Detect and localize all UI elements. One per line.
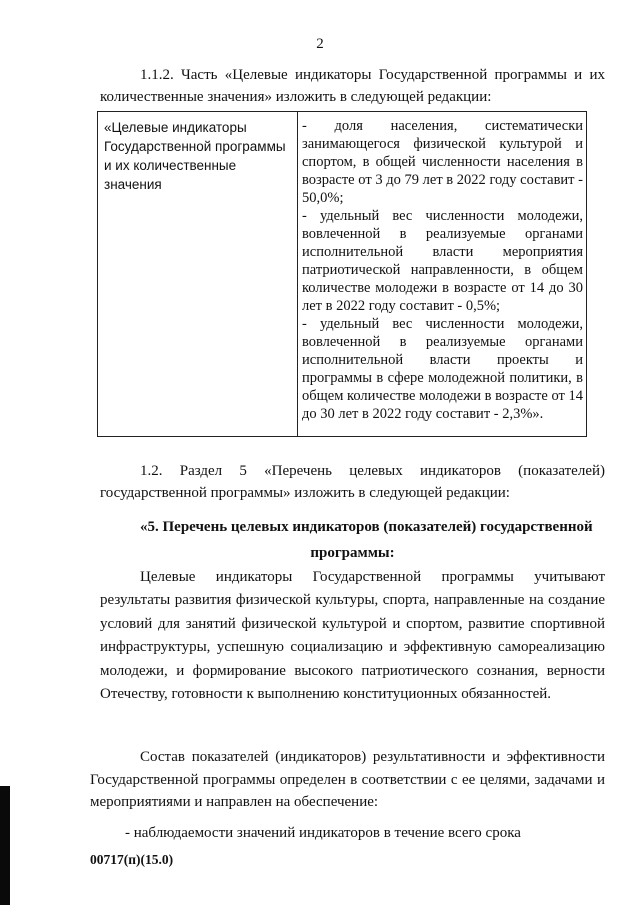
section-heading-line-2: программы: xyxy=(310,545,395,561)
document-code: 00717(п)(15.0) xyxy=(90,852,174,867)
indicator-item: - удельный вес численности молодежи, вовлеченной в реализуемые органами исполнительной власти проекты и программы в сфере молодежной политики, в общем количестве молодежи в возрасте от 14 до 30 лет в 2022 году составит - 2,3%». xyxy=(302,316,583,422)
scan-edge-bar xyxy=(0,786,10,905)
paragraph-targets: Целевые индикаторы Государственной программы учитывают результаты развития физической культуры, спорта, направленные на создание условий для занятий физической культурой и спортом, развитие спортивной инфраструктуры, успешную социализацию и эффективную самореализацию молодежи, и формирование высокого патриотического сознания, верности Отечеству, готовности к выполнению конституционных обязанностей. xyxy=(100,569,605,703)
paragraph-1-2: 1.2. Раздел 5 «Перечень целевых индикаторов (показателей) государственной программы» изложить в следующей редакции: xyxy=(100,463,605,501)
table-right-cell xyxy=(298,112,586,436)
paragraph-bullet: - наблюдаемости значений индикаторов в течение всего срока xyxy=(125,825,521,841)
page-number: 2 xyxy=(316,36,324,52)
paragraph-1-1-2: 1.1.2. Часть «Целевые индикаторы Государственной программы и их количественные значения» изложить в следующей редакции: xyxy=(100,67,605,105)
indicators-table xyxy=(97,111,587,437)
paragraph-composition: Состав показателей (индикаторов) результативности и эффективности Государственной программы определен в соответствии с ее целями, задачами и мероприятиями и направлен на обеспечение: xyxy=(90,749,605,810)
section-heading-line-1: «5. Перечень целевых индикаторов (показателей) государственной xyxy=(140,519,593,535)
section-heading xyxy=(100,514,605,566)
indicator-item: - доля населения, систематически занимающегося физической культурой и спортом, в общей численности населения в возрасте от 3 до 79 лет в 2022 году составит - 50,0%; xyxy=(302,118,583,206)
table-left-cell: «Целевые индикаторы Государственной программы и их количественные значения xyxy=(98,112,298,436)
indicator-item: - удельный вес численности молодежи, вовлеченной в реализуемые органами исполнительной власти мероприятия патриотической направленности, в общем количестве молодежи в возрасте от 14 до 30 лет в 2022 году составит - 0,5%; xyxy=(302,208,583,314)
